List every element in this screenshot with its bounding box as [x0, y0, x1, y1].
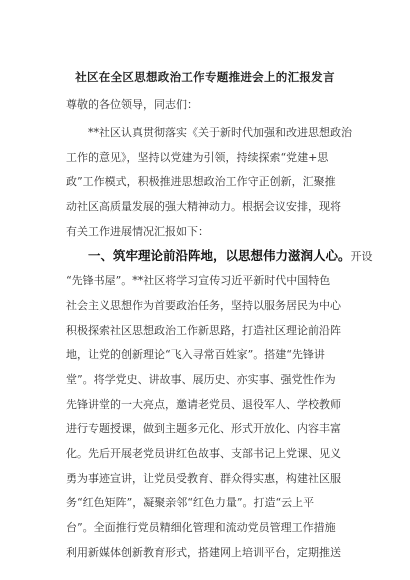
paragraph-line: **社区认真贯彻落实《关于新时代加强和改进思想政治: [88, 126, 352, 139]
paragraph-line: 先锋讲堂的一大亮点，邀请老党员、退役军人、学校教师: [66, 397, 341, 411]
paragraph-line: 积极探索社区思想政治工作新思路，打造社区理论前沿阵: [66, 323, 341, 337]
paragraph-line: 台”。全面推行党员精细化管理和流动党员管理工作措施: [66, 521, 336, 534]
document-body: [66, 121, 373, 565]
paragraph-line: 进行专题授课，做到主题多元化、形式开放化、内容丰富: [66, 422, 341, 436]
paragraph-line: 务“红色矩阵”，凝聚亲邻“红色力量”。打造“云上平: [66, 496, 315, 510]
paragraph-line: 政”工作模式，积极推进思想政治工作守正创新，汇聚推: [66, 175, 336, 189]
paragraph-line: 社会主义思想作为首要政治任务，坚持以服务居民为中心: [66, 298, 341, 312]
paragraph-line: 利用新媒体创新教育形式，搭建网上培训平台，定期推送: [66, 545, 341, 559]
section-heading: 一、筑牢理论前沿阵地，以思想伟力滋润人心。: [88, 248, 351, 264]
salutation: 尊敬的各位领导，同志们：: [66, 98, 198, 111]
paragraph-line: 地，让党的创新理论“飞入寻常百姓家”。搭建“先锋讲: [66, 348, 325, 362]
paragraph-line: 工作的意见》，坚持以党建为引领，持续探索“党建+思: [66, 150, 329, 164]
paragraph-fragment: 开设: [350, 250, 373, 264]
paragraph-line: “先锋书屋”。**社区将学习宣传习近平新时代中国特色: [66, 274, 331, 288]
paragraph-line: 有关工作进展情况汇报如下：: [66, 224, 209, 238]
paragraph-line: 动社区高质量发展的强大精神动力。根据会议安排，现将: [66, 200, 341, 214]
document-title: 社区在全区思想政治工作专题推进会上的汇报发言: [75, 70, 335, 84]
paragraph-line: 化。先后开展老党员讲红色故事、支部书记上党课、见义: [66, 446, 341, 460]
section-heading-line: [66, 244, 373, 269]
paragraph-line: 堂”。将学党史、讲故事、展历史、亦实事、强党性作为: [66, 372, 336, 386]
paragraph-line: 勇为事迹宣讲，让党员受教育、群众得实惠，构建社区服: [66, 471, 341, 485]
